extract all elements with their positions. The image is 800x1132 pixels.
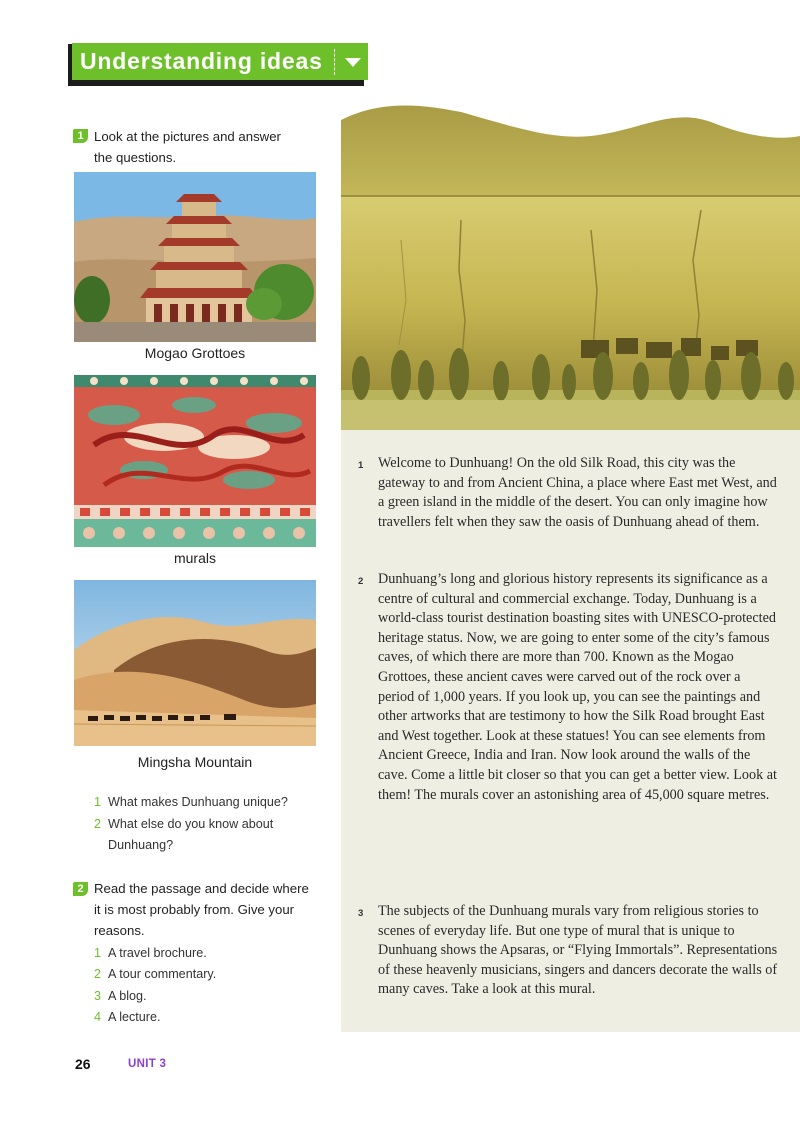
paragraph-text: Welcome to Dunhuang! On the old Silk Road, this city was the gateway to and from Ancient China, a place where East met West, and a green island in the middle of the desert. You can only imagine how travellers felt when they saw the oasis of Dunhuang ahead of them. — [378, 455, 777, 530]
caption-mingsha-mountain: Mingsha Mountain — [137, 754, 253, 770]
option-1: 1 A travel brochure. — [94, 946, 207, 960]
chevron-down-icon[interactable] — [345, 58, 361, 67]
exercise-2-badge: 2 — [73, 882, 88, 896]
caption-murals: murals — [173, 550, 216, 566]
murals-photo — [74, 375, 316, 547]
passage-paragraph-3 — [358, 902, 778, 1000]
exercise-1-instruction: Look at the pictures and answer the questions. — [94, 129, 281, 165]
section-title: Understanding ideas — [80, 48, 323, 74]
question-2: 2 What else do you know about Dunhuang? — [94, 817, 274, 852]
section-header — [72, 43, 368, 80]
passage-paragraph-2 — [358, 570, 778, 805]
paragraph-number: 2 — [358, 576, 364, 587]
option-2: 2 A tour commentary. — [94, 967, 217, 981]
exercise-2-instruction: Read the passage and decide where it is most probably from. Give your reasons. — [94, 881, 309, 938]
mingsha-mountain-photo — [74, 580, 316, 746]
header-divider — [334, 49, 336, 75]
caption-mogao-grottoes: Mogao Grottoes — [144, 345, 246, 361]
mogao-grottoes-photo — [74, 172, 316, 342]
paragraph-number: 1 — [358, 460, 364, 471]
exercise-1-badge: 1 — [73, 129, 88, 143]
option-4: 4 A lecture. — [94, 1010, 161, 1024]
question-1: 1 What makes Dunhuang unique? — [94, 795, 288, 809]
paragraph-text: The subjects of the Dunhuang murals vary from religious stories to scenes of everyday life. But one type of mural that is unique to Dunhuang shows the Apsaras, or “Flying Immortals”. Representations of these heavenly musicians, singers and dancers decorate the walls of many caves. Take a look at this mural. — [378, 903, 778, 998]
passage-paragraph-1 — [358, 454, 778, 532]
paragraph-number: 3 — [358, 908, 364, 919]
mogao-cliff-photo — [341, 100, 800, 430]
paragraph-text: Dunhuang’s long and glorious history represents its significance as a centre of cultural and commercial exchange. Today, Dunhuang is a world-class tourist destination boasting sites with UNESCO-protected heritage status. Now, we are going to enter some of the city’s famous caves, of which there are more than 700. Known as the Mogao Grottoes, these ancient caves were carved out of the rock over a period of 1,000 years. If you look up, you can see the paintings and other artworks that are testimony to how the Silk Road brought East and West together. Look at these statues! You can see elements from Ancient Greece, India and Iran. Now look around the walls of the cave. Come a little bit closer so that you can get a better view. Look at them! The murals cover an astonishing area of 45,000 square metres. — [378, 571, 777, 803]
unit-label: UNIT 3 — [128, 1058, 167, 1070]
page-number: 26 — [75, 1056, 91, 1072]
option-3: 3 A blog. — [94, 989, 147, 1003]
